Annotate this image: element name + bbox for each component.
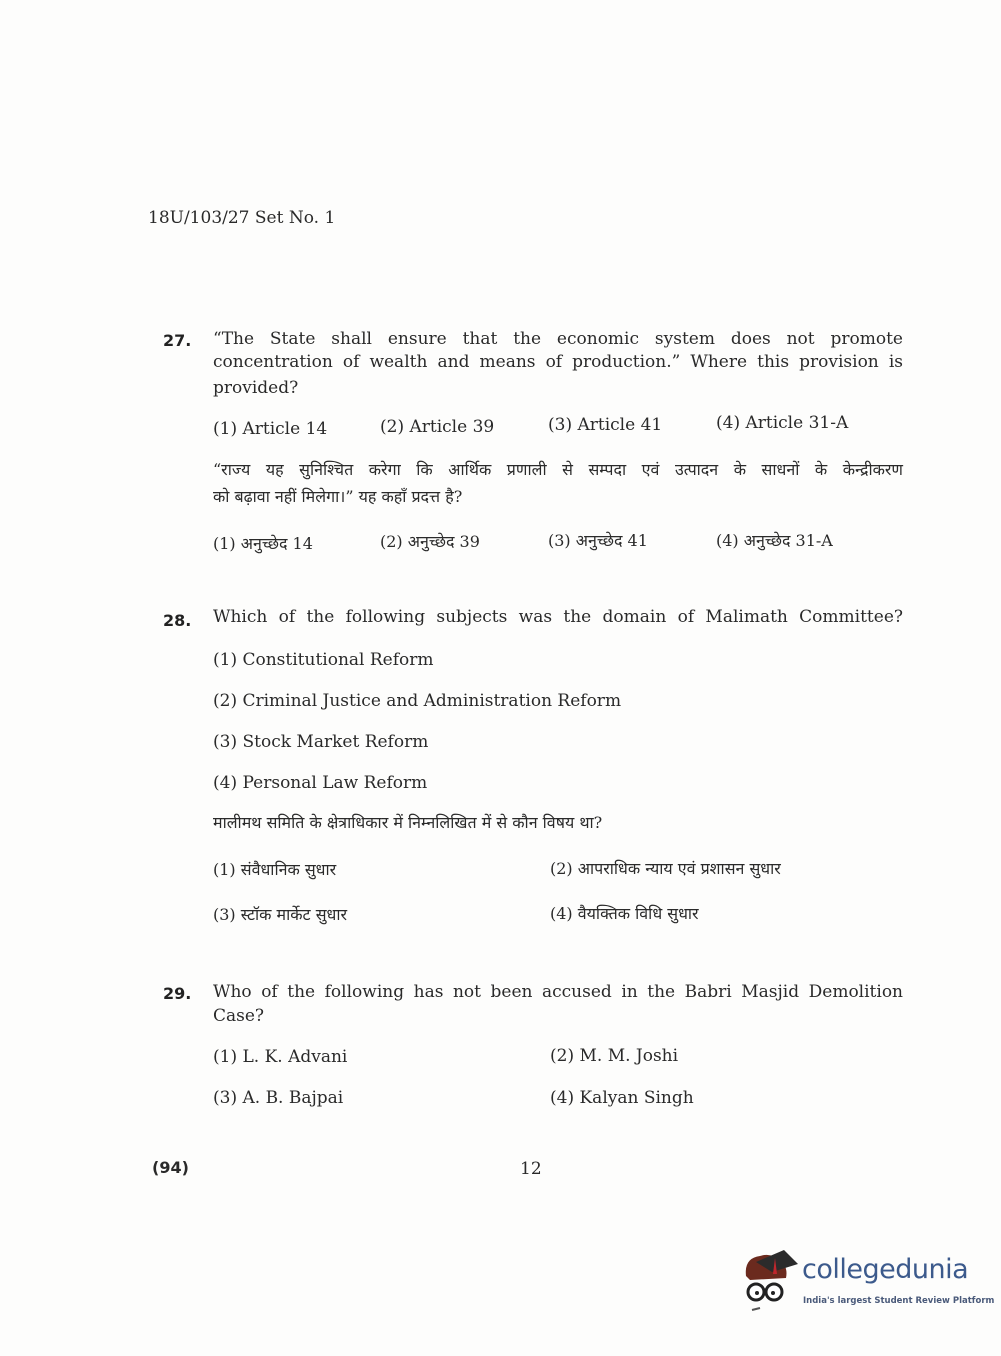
- question-number: 27.: [163, 331, 192, 350]
- option-hindi: (3) अनुच्छेद 41: [548, 531, 648, 550]
- option-hindi: (4) वैयक्तिक विधि सुधार: [550, 904, 699, 923]
- option: (2) Article 39: [380, 417, 495, 437]
- question-text: provided?: [213, 378, 299, 398]
- question-text: Case?: [213, 1006, 265, 1026]
- option-hindi: (1) अनुच्छेद 14: [213, 534, 313, 553]
- option: (1) L. K. Advani: [213, 1047, 348, 1067]
- brand-name: collegedunia: [802, 1254, 969, 1285]
- set-code: 18U/103/27 Set No. 1: [148, 208, 336, 228]
- brand-tagline: India's largest Student Review Platform: [803, 1296, 995, 1306]
- question-text: Who of the following has not been accused in the Babri Masjid Demolition: [213, 982, 903, 1002]
- option: (3) A. B. Bajpai: [213, 1088, 344, 1108]
- option: (4) Personal Law Reform: [213, 773, 428, 793]
- question-text-hindi: मालीमथ समिति के क्षेत्राधिकार में निम्नलिखित में से कौन विषय था?: [213, 813, 603, 832]
- option-hindi: (1) संवैधानिक सुधार: [213, 860, 337, 879]
- question-text: concentration of wealth and means of production.” Where this provision is: [213, 352, 903, 372]
- option: (4) Kalyan Singh: [550, 1088, 694, 1108]
- question-number: 29.: [163, 984, 192, 1003]
- footer-code: (94): [152, 1158, 189, 1177]
- mascot-icon: [742, 1248, 800, 1314]
- option: (1) Constitutional Reform: [213, 650, 434, 670]
- question-number: 28.: [163, 611, 192, 630]
- option: (3) Stock Market Reform: [213, 732, 429, 752]
- option: (4) Article 31-A: [716, 413, 849, 433]
- option: (1) Article 14: [213, 419, 328, 439]
- option: (2) M. M. Joshi: [550, 1046, 679, 1066]
- option-hindi: (2) अनुच्छेद 39: [380, 532, 480, 551]
- question-text: Which of the following subjects was the domain of Malimath Committee?: [213, 607, 903, 627]
- question-text-hindi: को बढ़ावा नहीं मिलेगा।” यह कहाँ प्रदत्त है?: [213, 487, 463, 506]
- collegedunia-logo: [742, 1248, 995, 1318]
- option: (3) Article 41: [548, 415, 663, 435]
- question-text-hindi: “राज्य यह सुनिश्चित करेगा कि आर्थिक प्रणाली से सम्पदा एवं उत्पादन के साधनों के केन्द्रीकरण: [213, 460, 903, 479]
- page-number: 12: [520, 1159, 542, 1179]
- option-hindi: (4) अनुच्छेद 31-A: [716, 531, 833, 550]
- option: (2) Criminal Justice and Administration Reform: [213, 691, 622, 711]
- option-hindi: (2) आपराधिक न्याय एवं प्रशासन सुधार: [550, 859, 781, 878]
- option-hindi: (3) स्टॉक मार्केट सुधार: [213, 905, 348, 924]
- question-text: “The State shall ensure that the economic system does not promote: [213, 329, 903, 349]
